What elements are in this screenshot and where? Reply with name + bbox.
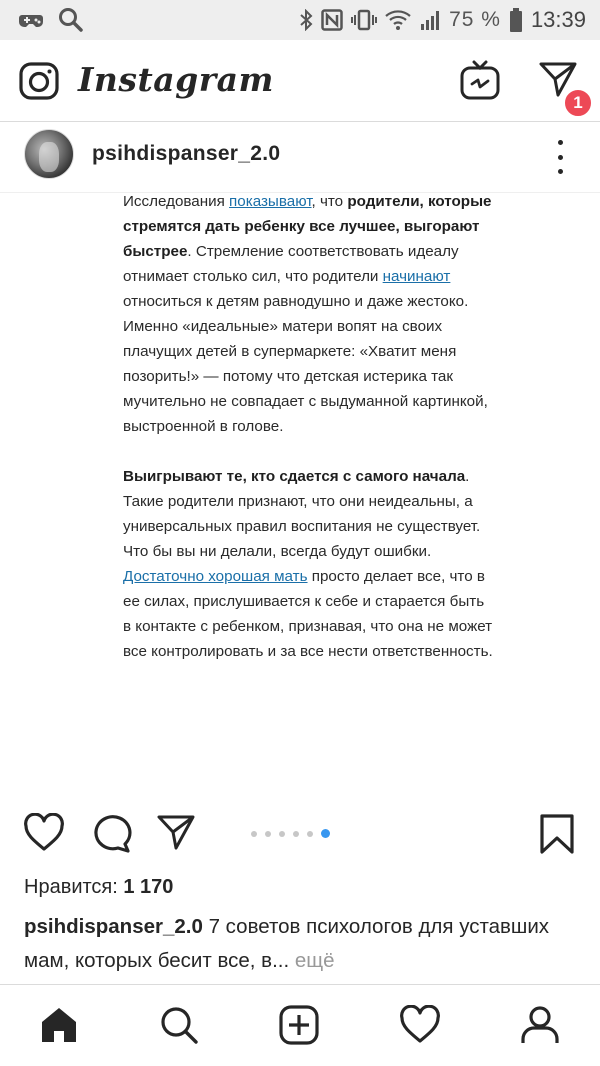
likes-count[interactable]: Нравится: 1 170 bbox=[24, 876, 174, 898]
profile-icon[interactable] bbox=[520, 1005, 560, 1045]
share-icon[interactable] bbox=[156, 813, 196, 851]
carousel-dot bbox=[279, 831, 285, 837]
caption bbox=[24, 910, 584, 978]
status-bar bbox=[0, 0, 600, 40]
igtv-icon[interactable] bbox=[460, 60, 500, 100]
vibrate-icon bbox=[351, 9, 377, 31]
bottom-nav bbox=[0, 984, 600, 1066]
caption-more-link[interactable]: ещё bbox=[294, 949, 335, 972]
bookmark-icon[interactable] bbox=[539, 813, 575, 855]
carousel-dot bbox=[265, 831, 271, 837]
wifi-icon bbox=[385, 9, 411, 31]
activity-heart-icon[interactable] bbox=[399, 1005, 441, 1045]
article-link-1: показывают bbox=[229, 193, 312, 210]
bluetooth-icon bbox=[299, 9, 313, 31]
search-icon[interactable] bbox=[159, 1005, 199, 1045]
article-link-3: Достаточно хорошая мать bbox=[123, 568, 308, 585]
camera-icon[interactable] bbox=[19, 62, 59, 100]
notification-badge: 1 bbox=[563, 88, 593, 118]
instagram-logo: Instagram bbox=[78, 60, 274, 99]
caption-text: 7 советов психологов для уставших мам, которых бесит все, в bbox=[24, 915, 550, 972]
carousel-indicator bbox=[251, 829, 330, 838]
game-controller-icon bbox=[18, 9, 44, 31]
signal-icon bbox=[419, 9, 441, 31]
post-image[interactable] bbox=[0, 193, 600, 801]
nfc-icon bbox=[321, 9, 343, 31]
search-icon bbox=[58, 7, 84, 33]
more-options-icon[interactable] bbox=[550, 137, 570, 177]
caption-username[interactable]: psihdispanser_2.0 bbox=[24, 915, 203, 938]
avatar[interactable] bbox=[24, 129, 74, 179]
post-actions bbox=[0, 801, 600, 865]
carousel-dot bbox=[307, 831, 313, 837]
app-header bbox=[0, 40, 600, 122]
article-paragraph-1: Исследования показывают, что родители, которые стремятся дать ребенку все лучшее, выгорают быстрее. Стремление соответствовать идеалу отнимает столько сил, что родители начинают относиться к детям равнодушно и даже жестоко. Именно «идеальные» матери вопят на своих плачущих детей в супермаркете: «Хватит меня позорить!» — потому что детская истерика так мучительно не совпадает с выдуманной картинкой, выстроенной в голове. bbox=[123, 193, 492, 435]
caption-ellipsis: ... bbox=[272, 949, 295, 972]
post-header bbox=[0, 123, 600, 193]
article-text bbox=[123, 193, 493, 689]
carousel-dot-active bbox=[321, 829, 330, 838]
like-heart-icon[interactable] bbox=[23, 813, 65, 853]
battery-icon bbox=[509, 8, 523, 32]
add-post-icon[interactable] bbox=[279, 1005, 319, 1045]
article-link-2: начинают bbox=[382, 268, 451, 285]
comment-icon[interactable] bbox=[90, 813, 132, 853]
clock: 13:39 bbox=[530, 7, 586, 32]
home-icon[interactable] bbox=[39, 1005, 79, 1045]
post-username[interactable]: psihdispanser_2.0 bbox=[92, 142, 281, 165]
article-paragraph-2: Выигрывают те, кто сдается с самого начала. Такие родители признают, что они неидеальны, а универсальных правил воспитания не существует. Что бы вы ни делали, всегда будут ошибки. Достаточно хорошая мать просто делает все, что в ее силах, прислушивается к себе и старается быть в контакте с ребенком, признавая, что она не может все контролировать и за все нести ответственность. bbox=[123, 468, 493, 660]
battery-percent: 75 % bbox=[449, 8, 501, 31]
carousel-dot bbox=[251, 831, 257, 837]
carousel-dot bbox=[293, 831, 299, 837]
